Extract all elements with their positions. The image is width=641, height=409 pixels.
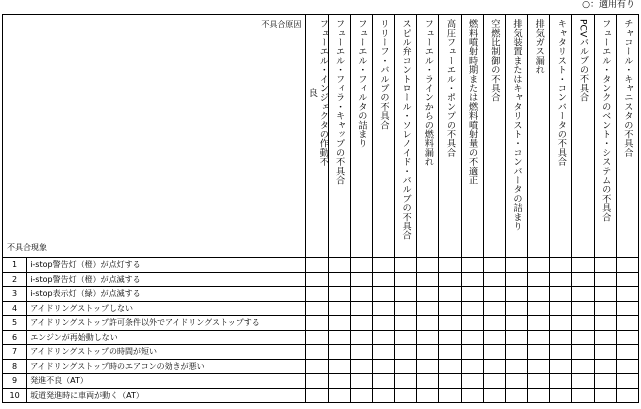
matrix-cell	[439, 330, 461, 345]
symptom-label: アイドリングストップの時間が短い	[27, 345, 306, 360]
cause-label	[600, 19, 611, 221]
matrix-cell	[483, 359, 505, 374]
matrix-cell	[395, 359, 417, 374]
matrix-cell	[395, 345, 417, 360]
cause-header-14	[594, 15, 616, 258]
matrix-cell	[528, 359, 550, 374]
cause-title: 不具合原因	[261, 20, 302, 29]
matrix-cell	[505, 359, 527, 374]
cause-label-line: チャコール・キャニスタの不具合	[621, 19, 633, 157]
matrix-cell	[505, 272, 527, 287]
matrix-cell	[306, 388, 328, 403]
matrix-cell	[328, 330, 350, 345]
symptom-label: i-stop警告灯（橙）が点滅する	[27, 272, 306, 287]
matrix-cell	[505, 301, 527, 316]
matrix-cell	[328, 301, 350, 316]
matrix-cell	[550, 272, 572, 287]
matrix-cell	[439, 301, 461, 316]
cause-header-1	[306, 15, 328, 258]
cause-label	[555, 19, 566, 166]
matrix-cell	[528, 316, 550, 331]
matrix-cell	[372, 272, 394, 287]
cause-header-8	[461, 15, 483, 258]
matrix-cell	[417, 345, 439, 360]
matrix-cell	[572, 272, 594, 287]
matrix-cell	[461, 388, 483, 403]
matrix-cell	[306, 287, 328, 302]
matrix-cell	[594, 345, 616, 360]
symptom-label: アイドリングストップ許可条件以外でアイドリングストップする	[27, 316, 306, 331]
matrix-cell	[306, 330, 328, 345]
table-row	[3, 330, 639, 345]
matrix-cell	[395, 258, 417, 273]
cause-label	[489, 19, 500, 102]
table-row	[3, 388, 639, 403]
cause-label-line: 高圧フューエル・ポンプの不具合	[444, 19, 456, 157]
matrix-cell	[616, 287, 638, 302]
matrix-cell	[439, 345, 461, 360]
symptom-number: 1	[3, 258, 27, 273]
symptom-number: 8	[3, 359, 27, 374]
matrix-cell	[328, 345, 350, 360]
matrix-cell	[594, 301, 616, 316]
table-row	[3, 374, 639, 389]
matrix-cell	[350, 330, 372, 345]
cause-header-12	[550, 15, 572, 258]
cause-header-7	[439, 15, 461, 258]
matrix-cell	[572, 359, 594, 374]
matrix-cell	[372, 301, 394, 316]
matrix-cell	[528, 287, 550, 302]
cause-label-line: フューエル・フィルタの詰まり	[355, 19, 367, 148]
cause-label-line: フューエル・ラインからの燃料漏れ	[422, 19, 434, 167]
matrix-cell	[417, 272, 439, 287]
cause-header-9	[483, 15, 505, 258]
matrix-cell	[461, 345, 483, 360]
cause-label-line: フューエル・フィラ・キャップの不具合	[333, 19, 345, 185]
matrix-cell	[483, 330, 505, 345]
matrix-cell	[505, 374, 527, 389]
matrix-cell	[461, 272, 483, 287]
matrix-cell	[439, 287, 461, 302]
matrix-cell	[572, 287, 594, 302]
matrix-cell	[372, 388, 394, 403]
matrix-cell	[417, 374, 439, 389]
cause-label	[467, 19, 478, 185]
matrix-cell	[572, 374, 594, 389]
matrix-cell	[528, 374, 550, 389]
table-row	[3, 316, 639, 331]
matrix-cell	[594, 330, 616, 345]
cause-label	[622, 19, 633, 157]
matrix-cell	[505, 287, 527, 302]
cause-label	[444, 19, 455, 157]
matrix-cell	[528, 272, 550, 287]
symptom-title: 不具合現象	[7, 243, 47, 252]
matrix-cell	[350, 301, 372, 316]
symptom-label: アイドリングストップ時のエアコンの効きが悪い	[27, 359, 306, 374]
legend: ○：適用有り	[582, 0, 635, 10]
cause-symptom-matrix	[2, 14, 639, 403]
matrix-cell	[594, 316, 616, 331]
matrix-cell	[439, 359, 461, 374]
symptom-number: 10	[3, 388, 27, 403]
cause-label-line: 良	[306, 88, 318, 98]
matrix-cell	[461, 359, 483, 374]
matrix-cell	[395, 272, 417, 287]
matrix-cell	[417, 258, 439, 273]
matrix-cell	[439, 316, 461, 331]
matrix-cell	[306, 258, 328, 273]
matrix-cell	[528, 345, 550, 360]
matrix-cell	[572, 388, 594, 403]
matrix-cell	[505, 345, 527, 360]
matrix-cell	[328, 388, 350, 403]
matrix-cell	[550, 258, 572, 273]
matrix-cell	[616, 301, 638, 316]
symptom-label: i-stop表示灯（緑）が点滅する	[27, 287, 306, 302]
matrix-cell	[483, 388, 505, 403]
matrix-cell	[328, 359, 350, 374]
matrix-cell	[417, 330, 439, 345]
matrix-cell	[372, 330, 394, 345]
matrix-cell	[616, 316, 638, 331]
symptom-label: アイドリングストップしない	[27, 301, 306, 316]
matrix-cell	[395, 330, 417, 345]
table-row	[3, 272, 639, 287]
cause-label-line: 燃料噴射時期または燃料噴射量の不適正	[466, 19, 478, 185]
matrix-cell	[417, 316, 439, 331]
matrix-cell	[594, 374, 616, 389]
matrix-cell	[550, 359, 572, 374]
matrix-cell	[483, 345, 505, 360]
symptom-number: 2	[3, 272, 27, 287]
matrix-cell	[328, 287, 350, 302]
matrix-cell	[483, 374, 505, 389]
matrix-cell	[616, 258, 638, 273]
symptom-label: エンジンが再始動しない	[27, 330, 306, 345]
cause-header-2	[328, 15, 350, 258]
symptom-number: 3	[3, 287, 27, 302]
symptom-number: 4	[3, 301, 27, 316]
matrix-cell	[439, 272, 461, 287]
matrix-cell	[306, 374, 328, 389]
matrix-cell	[350, 359, 372, 374]
matrix-cell	[505, 316, 527, 331]
matrix-cell	[328, 374, 350, 389]
matrix-cell	[528, 388, 550, 403]
matrix-cell	[372, 359, 394, 374]
cause-label-line: キャタリスト・コンバータの不具合	[555, 19, 567, 167]
matrix-cell	[306, 316, 328, 331]
cause-header-11	[528, 15, 550, 258]
symptom-number: 9	[3, 374, 27, 389]
matrix-cell	[439, 388, 461, 403]
matrix-cell	[395, 374, 417, 389]
matrix-cell	[372, 345, 394, 360]
matrix-cell	[550, 287, 572, 302]
matrix-cell	[395, 388, 417, 403]
cause-header-10	[505, 15, 527, 258]
matrix-cell	[594, 359, 616, 374]
cause-label-line: リリーフ・バルブの不具合	[377, 19, 389, 130]
symptom-number: 6	[3, 330, 27, 345]
matrix-cell	[505, 258, 527, 273]
matrix-cell	[395, 301, 417, 316]
cause-label-line: フューエル・タンクのベント・システムの不具合	[599, 19, 611, 222]
matrix-cell	[594, 272, 616, 287]
symptom-label: 発進不良（AT）	[27, 374, 306, 389]
cause-label-line: 排気ガス漏れ	[533, 19, 545, 75]
cause-label-line: 空燃比制御の不具合	[488, 19, 500, 102]
matrix-cell	[528, 330, 550, 345]
matrix-cell	[483, 258, 505, 273]
cause-header-5	[395, 15, 417, 258]
matrix-cell	[395, 316, 417, 331]
matrix-cell	[550, 388, 572, 403]
matrix-cell	[616, 345, 638, 360]
cause-label-line: フューエル・インジェクタの作動不	[317, 19, 329, 167]
matrix-cell	[550, 330, 572, 345]
matrix-cell	[528, 258, 550, 273]
table-row	[3, 345, 639, 360]
cause-label	[400, 19, 411, 240]
matrix-cell	[616, 272, 638, 287]
symptom-number: 7	[3, 345, 27, 360]
matrix-cell	[550, 345, 572, 360]
matrix-cell	[550, 316, 572, 331]
matrix-cell	[439, 374, 461, 389]
cause-label	[422, 19, 433, 166]
table-row	[3, 359, 639, 374]
cause-label	[511, 19, 522, 231]
cause-label	[533, 19, 544, 74]
matrix-cell	[483, 272, 505, 287]
cause-label	[378, 19, 389, 129]
symptom-label: 坂道発進時に車両が動く（AT）	[27, 388, 306, 403]
matrix-cell	[328, 272, 350, 287]
matrix-cell	[483, 287, 505, 302]
matrix-cell	[572, 258, 594, 273]
matrix-cell	[505, 330, 527, 345]
matrix-cell	[594, 258, 616, 273]
matrix-cell	[306, 359, 328, 374]
matrix-cell	[505, 388, 527, 403]
matrix-cell	[372, 258, 394, 273]
matrix-cell	[372, 287, 394, 302]
symptom-number: 5	[3, 316, 27, 331]
cause-label-line: 排気装置またはキャタリスト・コンバータの詰まり	[511, 19, 522, 231]
matrix-cell	[594, 287, 616, 302]
cause-label	[306, 19, 328, 166]
matrix-cell	[594, 388, 616, 403]
table-row	[3, 287, 639, 302]
matrix-cell	[417, 301, 439, 316]
matrix-cell	[306, 345, 328, 360]
matrix-cell	[572, 301, 594, 316]
cause-label	[578, 19, 589, 102]
matrix-cell	[350, 388, 372, 403]
matrix-cell	[417, 287, 439, 302]
matrix-cell	[616, 359, 638, 374]
matrix-cell	[616, 374, 638, 389]
matrix-cell	[306, 272, 328, 287]
matrix-cell	[616, 388, 638, 403]
cause-header-6	[417, 15, 439, 258]
cause-label-line: スピル弁コントロール・ソレノイド・バルブの不具合	[400, 19, 412, 240]
matrix-cell	[461, 287, 483, 302]
matrix-cell	[572, 330, 594, 345]
table-row	[3, 301, 639, 316]
matrix-cell	[350, 287, 372, 302]
matrix-cell	[350, 345, 372, 360]
matrix-cell	[417, 388, 439, 403]
header-corner	[3, 15, 306, 258]
cause-label	[356, 19, 367, 148]
matrix-cell	[550, 301, 572, 316]
matrix-cell	[461, 316, 483, 331]
cause-header-13	[572, 15, 594, 258]
cause-header-4	[372, 15, 394, 258]
matrix-cell	[350, 258, 372, 273]
matrix-cell	[328, 258, 350, 273]
matrix-cell	[350, 316, 372, 331]
matrix-cell	[616, 330, 638, 345]
matrix-cell	[550, 374, 572, 389]
matrix-cell	[461, 258, 483, 273]
table-row	[3, 258, 639, 273]
cause-header-15	[616, 15, 638, 258]
matrix-cell	[328, 316, 350, 331]
matrix-cell	[483, 316, 505, 331]
matrix-cell	[461, 330, 483, 345]
matrix-cell	[461, 301, 483, 316]
matrix-cell	[372, 374, 394, 389]
matrix-cell	[350, 374, 372, 389]
matrix-cell	[528, 301, 550, 316]
matrix-cell	[572, 345, 594, 360]
matrix-cell	[439, 258, 461, 273]
cause-label-line: PCVバルブの不具合	[577, 19, 589, 102]
matrix-cell	[306, 301, 328, 316]
matrix-cell	[372, 316, 394, 331]
matrix-cell	[483, 301, 505, 316]
matrix-cell	[417, 359, 439, 374]
symptom-label: i-stop警告灯（橙）が点灯する	[27, 258, 306, 273]
matrix-cell	[395, 287, 417, 302]
matrix-cell	[461, 374, 483, 389]
matrix-cell	[572, 316, 594, 331]
matrix-cell	[350, 272, 372, 287]
cause-header-3	[350, 15, 372, 258]
cause-label	[334, 19, 345, 185]
